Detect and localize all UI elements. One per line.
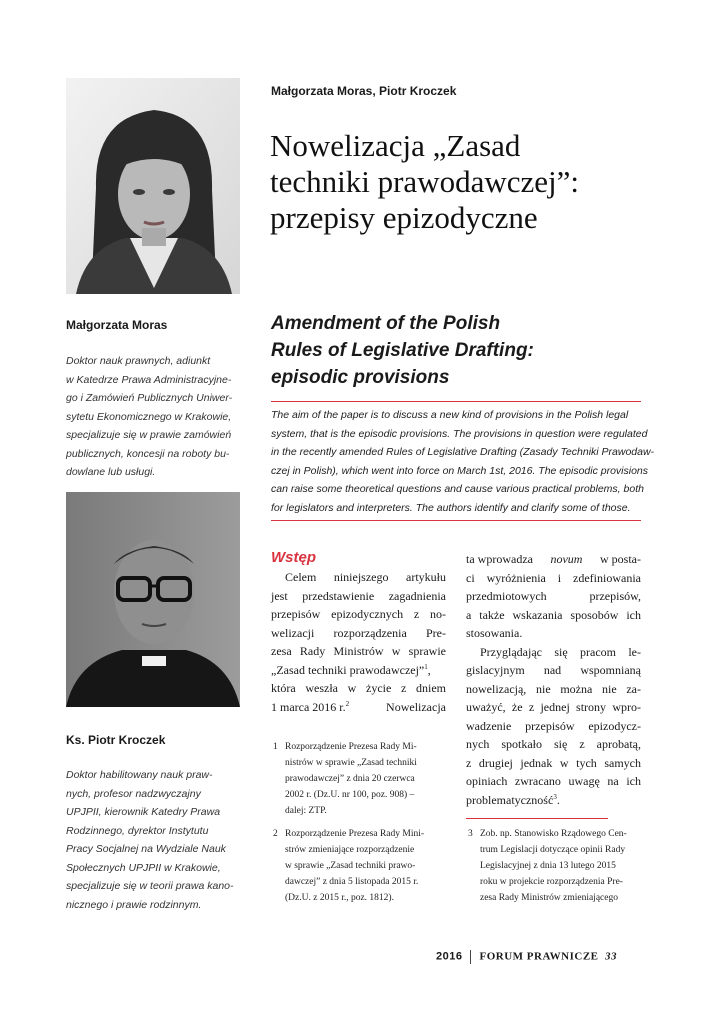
footnote-number: 1	[273, 742, 278, 752]
footnote-1	[273, 739, 449, 819]
bio-line: w Katedrze Prawa Administracyjne-	[66, 373, 232, 386]
abstract-line: can raise some theoretical questions and cause various practical problems, both	[271, 483, 644, 495]
footnote-line: prawodawczej” z dnia 20 czerwca	[285, 774, 415, 784]
bio-line: Pracy Socjalnej na Wydziale Nauk	[66, 843, 226, 855]
abstract-line: for legislators and interpreters. The authors identify and clarify some of those.	[271, 501, 631, 514]
footnote-line: trum Legislacji dotyczące opinii Rady	[480, 845, 626, 855]
author1-name: Małgorzata Moras	[66, 318, 168, 332]
bio-line: go i Zamówień Publicznych Uniwer-	[66, 392, 233, 404]
text-line: nowelizacją, nie można nie za-	[466, 681, 641, 696]
footnote-ref: 2	[345, 699, 350, 708]
text-line: opiniach zwracano uwagę na ich	[466, 774, 641, 788]
bio-line: specjalizuje się w teorii prawa kano-	[66, 880, 234, 892]
text-line: nych spotkało się z aprobatą,	[466, 737, 641, 751]
page-footer	[436, 950, 617, 964]
bio-line: specjalizuje się w prawie zamówień	[66, 429, 232, 441]
page-number: 33	[605, 950, 618, 963]
footnote-number: 2	[273, 829, 278, 839]
title-line: techniki prawodawczej”:	[270, 164, 579, 199]
bio-line: nych, profesor nadzwyczajny	[66, 787, 201, 800]
footnote-line: zesa Rady Ministrów zmieniającego	[480, 893, 618, 903]
footnote-line: dalej: ZTP.	[285, 806, 327, 816]
title-en-line: Rules of Legislative Drafting:	[271, 340, 534, 361]
footnote-line: (Dz.U. z 2015 r., poz. 1812).	[285, 893, 394, 903]
title-en-line: Amendment of the Polish	[271, 313, 501, 334]
footnote-line: Rozporządzenie Prezesa Rady Mi-	[285, 742, 417, 752]
title-en-line: episodic provisions	[271, 367, 450, 388]
text-line: Przyglądając się pracom le-	[480, 644, 641, 659]
text-line: „Zasad techniki prawodawczej”$^1$,	[271, 662, 431, 677]
abstract-line: system, that is the episodic provisions. The provisions in question were regulated	[271, 427, 648, 440]
bio-line: Rodzinnego, dyrektor Instytutu	[66, 824, 209, 837]
footnote-ref: 3	[553, 792, 557, 801]
footnote-ref: 1	[424, 662, 428, 671]
body-column-2	[466, 550, 641, 809]
text-line: z drugiej jednak w tych samych	[466, 755, 641, 770]
footnote-line: Rozporządzenie Prezesa Rady Mini-	[285, 829, 425, 839]
bio-line: Doktor nauk prawnych, adiunkt	[66, 355, 211, 367]
article-authors: Małgorzata Moras, Piotr Kroczek	[271, 84, 457, 98]
footnote-separator	[466, 818, 608, 819]
author1-bio	[66, 352, 238, 482]
title-line: przepisy epizodyczne	[270, 200, 538, 235]
footnote-line: Zob. np. Stanowisko Rządowego Cen-	[480, 829, 627, 839]
text-line: uważyć, że z jednej strony wpro-	[466, 700, 641, 714]
author2-name: Ks. Piotr Kroczek	[66, 733, 166, 747]
text-line: 1 marca 2016 r.$^2$ Nowelizacja	[271, 699, 446, 714]
footer-year: 2016	[436, 950, 463, 963]
abstract	[271, 406, 655, 517]
article-title-pl	[270, 128, 579, 236]
text-line: ta wprowadza novum w posta-	[466, 552, 641, 566]
footnote-line: nistrów w sprawie „Zasad techniki	[285, 758, 417, 768]
abstract-bottom-rule	[271, 520, 641, 521]
author2-bio	[66, 766, 238, 914]
text-line: stosowania.	[466, 626, 523, 640]
footnote-number: 3	[468, 829, 473, 839]
body-column-1	[271, 568, 446, 716]
text-line: welizacji rozporządzenia Pre-	[271, 625, 446, 640]
abstract-line: in the recently amended Rules of Legislative Drafting (Zasady Techniki Prawodaw-	[271, 446, 655, 458]
text-line: problematyczność$^3$.	[466, 792, 560, 807]
text-line: zesa Rady Ministrów w sprawie	[271, 644, 446, 658]
footnote-line: roku w projekcie rozporządzenia Pre-	[480, 877, 623, 887]
bio-line: Doktor habilitowany nauk praw-	[66, 769, 213, 781]
text-line: a także wskazania sposobów ich	[466, 607, 641, 622]
text-line: gislacyjnym nad wspomnianą	[466, 663, 641, 677]
text-line: Celem niniejszego artykułu	[285, 570, 446, 584]
section-heading: Wstęp	[271, 549, 316, 566]
footer-journal: FORUM PRAWNICZE	[479, 950, 599, 963]
footnote-line: strów zmieniające rozporządzenie	[285, 845, 415, 855]
author2-photo	[66, 492, 240, 707]
author1-photo	[66, 78, 240, 294]
footnote-line: Legislacyjnej z dnia 13 lutego 2015	[480, 861, 616, 871]
text-line: ci wyróżnienia i zdefiniowania	[466, 570, 641, 585]
abstract-line: czej in Polish), which went into force on March 1st, 2016. The episodic provisions	[271, 464, 649, 477]
abstract-line: The aim of the paper is to discuss a new kind of provisions in the Polish legal	[271, 409, 629, 421]
footnote-3	[468, 826, 644, 906]
footnote-2	[273, 826, 449, 906]
footnote-line: w sprawie „Zasad techniki prawo-	[285, 861, 416, 871]
bio-line: UPJPII, kierownik Katedry Prawa	[66, 806, 221, 818]
footnote-line: 2002 r. (Dz.U. nr 100, poz. 908) –	[285, 790, 415, 800]
article-title-en	[271, 310, 534, 391]
text-line: która weszła w życie z dniem	[271, 681, 446, 695]
text-line: przedmiotowych przepisów,	[466, 589, 641, 603]
bio-line: Społecznych UPJPII w Krakowie,	[66, 861, 221, 874]
text-line: przepisów epizodycznych z no-	[271, 607, 446, 621]
bio-line: publicznych, koncesji na roboty bu-	[66, 447, 230, 460]
text-line: wadzenie przepisów epizodycz-	[466, 718, 641, 733]
abstract-top-rule	[271, 401, 641, 402]
text-line: jest przedstawienie zagadnienia	[271, 588, 446, 603]
bio-line: nicznego i prawie rodzinnym.	[66, 898, 202, 911]
footnote-line: dawczej” z dnia 5 listopada 2015 r.	[285, 877, 419, 887]
footer-separator	[470, 950, 471, 964]
bio-line: sytetu Ekonomicznego w Krakowie,	[66, 410, 232, 423]
title-line: Nowelizacja „Zasad	[270, 128, 521, 163]
bio-line: dowlane lub usługi.	[66, 466, 156, 478]
